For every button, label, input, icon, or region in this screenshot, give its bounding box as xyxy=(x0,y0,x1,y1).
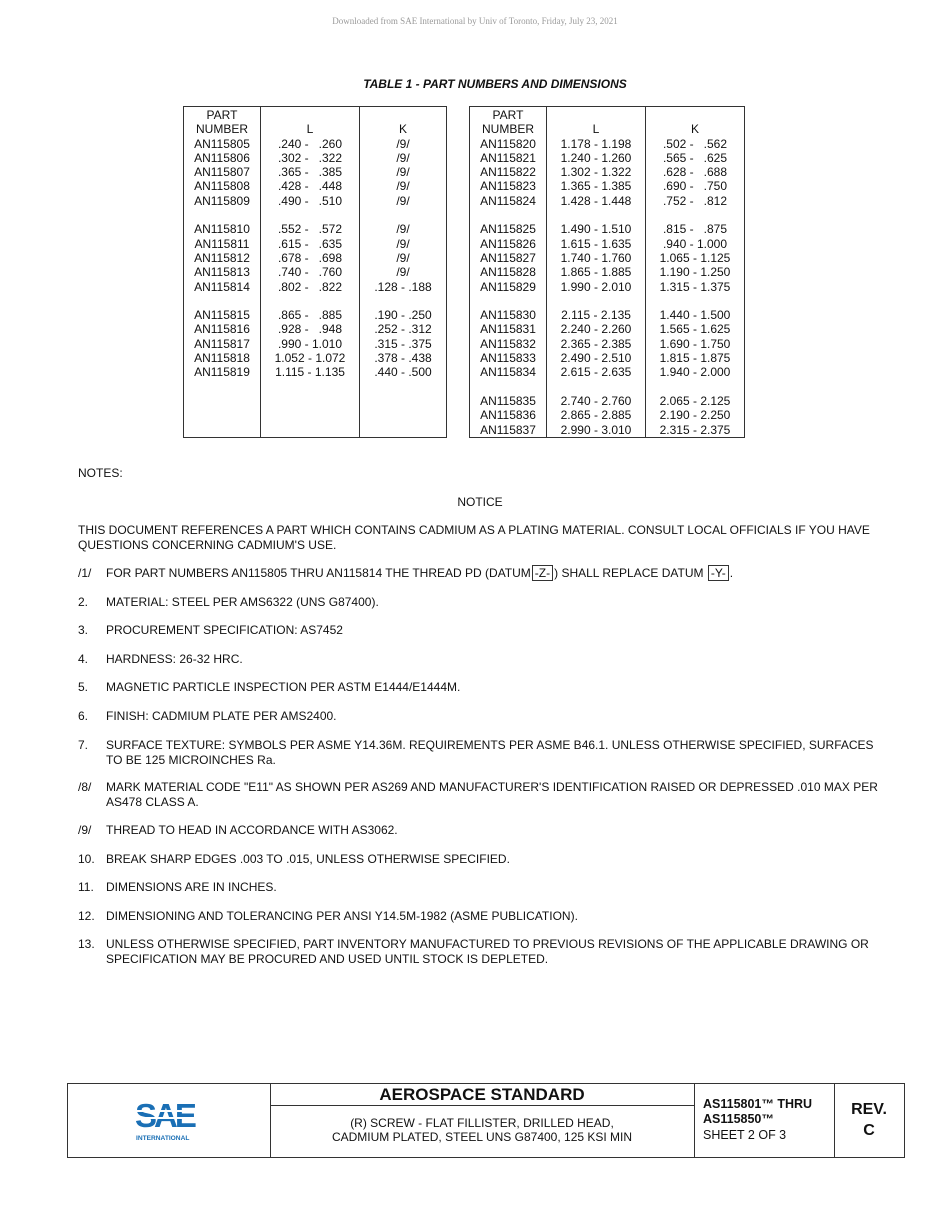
k-dimension-cell: 1.315 - 1.375 xyxy=(646,280,745,294)
k-dimension-cell: .565 - .625 xyxy=(646,151,745,165)
k-dimension-cell: 1.065 - 1.125 xyxy=(646,251,745,265)
note-item xyxy=(78,937,890,966)
table-row xyxy=(184,308,447,322)
l-dimension-cell: 1.365 - 1.385 xyxy=(547,179,646,193)
doc-number-line1: AS115801™ THRU xyxy=(703,1097,813,1111)
part-number-cell: AN115806 xyxy=(184,151,261,165)
notes-heading: NOTES: xyxy=(78,466,123,480)
note-text: UNLESS OTHERWISE SPECIFIED, PART INVENTORY MANUFACTURED TO PREVIOUS REVISIONS OF THE APPLICABLE DRAWING OR SPECIFICATION MAY BE PROCURED AND USED UNTIL STOCK IS DEPLETED. xyxy=(106,937,869,966)
title-cell xyxy=(270,1084,695,1157)
table-row xyxy=(470,394,745,408)
table-row xyxy=(184,194,447,208)
rev-value: C xyxy=(863,1122,875,1139)
table-row xyxy=(184,165,447,179)
header-k: K xyxy=(360,107,447,137)
part-number-cell: AN115823 xyxy=(470,179,547,193)
l-dimension-cell: 1.115 - 1.135 xyxy=(261,365,360,379)
note-text: BREAK SHARP EDGES .003 TO .015, UNLESS OTHERWISE SPECIFIED. xyxy=(106,852,510,866)
k-dimension-cell: /9/ xyxy=(360,265,447,279)
table-row xyxy=(470,222,745,236)
k-dimension-cell: .128 - .188 xyxy=(360,280,447,294)
note-text: PROCUREMENT SPECIFICATION: AS7452 xyxy=(106,623,343,637)
part-number-cell: AN115818 xyxy=(184,351,261,365)
table-row xyxy=(470,194,745,208)
document-number-cell xyxy=(694,1084,835,1157)
part-number-cell: AN115833 xyxy=(470,351,547,365)
title-block xyxy=(67,1083,905,1158)
note-text: HARDNESS: 26-32 HRC. xyxy=(106,652,243,666)
k-dimension-cell: /9/ xyxy=(360,222,447,236)
part-number-cell: AN115826 xyxy=(470,237,547,251)
l-dimension-cell: 2.365 - 2.385 xyxy=(547,337,646,351)
table-row xyxy=(470,337,745,351)
l-dimension-cell: 2.490 - 2.510 xyxy=(547,351,646,365)
k-dimension-cell: /9/ xyxy=(360,237,447,251)
part-number-cell: AN115809 xyxy=(184,194,261,208)
group-spacer xyxy=(184,208,447,222)
table-row xyxy=(184,365,447,379)
k-dimension-cell: /9/ xyxy=(360,179,447,193)
part-number-cell: AN115836 xyxy=(470,408,547,422)
table-filler-row xyxy=(184,408,447,422)
group-spacer xyxy=(470,380,745,394)
table-filler-row xyxy=(184,394,447,408)
l-dimension-cell: .428 - .448 xyxy=(261,179,360,193)
part-number-cell: AN115816 xyxy=(184,322,261,336)
k-dimension-cell: 2.190 - 2.250 xyxy=(646,408,745,422)
table-row xyxy=(184,237,447,251)
note-text: FOR PART NUMBERS AN115805 THRU AN115814 THE THREAD PD (DATUM -Z- ) SHALL REPLACE DATUM -Y- . xyxy=(106,566,734,580)
table-row xyxy=(470,365,745,379)
header-l: L xyxy=(261,107,360,137)
part-number-cell: AN115837 xyxy=(470,423,547,438)
table-row xyxy=(470,137,745,151)
note-item xyxy=(78,566,890,581)
table-filler-row xyxy=(184,423,447,438)
k-dimension-cell: .378 - .438 xyxy=(360,351,447,365)
table-row xyxy=(470,237,745,251)
part-number-cell: AN115810 xyxy=(184,222,261,236)
header-part-number: PART NUMBER xyxy=(470,107,547,137)
part-number-cell: AN115828 xyxy=(470,265,547,279)
notice-text: THIS DOCUMENT REFERENCES A PART WHICH CONTAINS CADMIUM AS A PLATING MATERIAL. CONSULT LOCAL OFFICIALS IF YOU HAVE QUESTIONS CONCERNING CADMIUM'S USE. xyxy=(78,523,870,552)
table-header-row xyxy=(470,107,745,137)
note-text: MATERIAL: STEEL PER AMS6322 (UNS G87400). xyxy=(106,595,379,609)
l-dimension-cell: 1.302 - 1.322 xyxy=(547,165,646,179)
notice-heading: NOTICE xyxy=(457,495,503,509)
datum-z-box: -Z- xyxy=(532,565,553,581)
table-row xyxy=(470,151,745,165)
sae-logo-subtext: INTERNATIONAL xyxy=(136,1135,190,1142)
note-text: MAGNETIC PARTICLE INSPECTION PER ASTM E1444/E1444M. xyxy=(106,680,461,694)
sae-logo xyxy=(134,1098,204,1144)
table-header-row xyxy=(184,107,447,137)
l-dimension-cell: .552 - .572 xyxy=(261,222,360,236)
l-dimension-cell: .928 - .948 xyxy=(261,322,360,336)
part-number-cell: AN115821 xyxy=(470,151,547,165)
datum-y-box: -Y- xyxy=(708,565,729,581)
k-dimension-cell: /9/ xyxy=(360,165,447,179)
aerospace-standard-label: AEROSPACE STANDARD xyxy=(270,1084,694,1106)
part-number-cell: AN115807 xyxy=(184,165,261,179)
note-number: 5. xyxy=(78,680,89,694)
table-row xyxy=(470,322,745,336)
revision-cell xyxy=(834,1084,904,1157)
k-dimension-cell: /9/ xyxy=(360,151,447,165)
k-dimension-cell: .502 - .562 xyxy=(646,137,745,151)
sheet-number: SHEET 2 OF 3 xyxy=(703,1128,787,1142)
l-dimension-cell: 2.115 - 2.135 xyxy=(547,308,646,322)
part-number-cell: AN115829 xyxy=(470,280,547,294)
sae-logo-text: SAE xyxy=(135,1098,194,1134)
note-number: /9/ xyxy=(78,823,92,837)
note-item xyxy=(78,780,890,809)
table-row xyxy=(470,179,745,193)
table-row xyxy=(184,351,447,365)
download-watermark: Downloaded from SAE International by Univ of Toronto, Friday, July 23, 2021 xyxy=(332,16,618,26)
k-dimension-cell: .690 - .750 xyxy=(646,179,745,193)
part-number-cell: AN115815 xyxy=(184,308,261,322)
l-dimension-cell: 2.740 - 2.760 xyxy=(547,394,646,408)
group-spacer xyxy=(184,294,447,308)
l-dimension-cell: 1.740 - 1.760 xyxy=(547,251,646,265)
table-row xyxy=(470,251,745,265)
note-item xyxy=(78,652,890,667)
k-dimension-cell: 1.440 - 1.500 xyxy=(646,308,745,322)
note-text: THREAD TO HEAD IN ACCORDANCE WITH AS3062. xyxy=(106,823,398,837)
table-row xyxy=(470,280,745,294)
part-number-cell: AN115819 xyxy=(184,365,261,379)
k-dimension-cell: .440 - .500 xyxy=(360,365,447,379)
note-number: 13. xyxy=(78,937,95,951)
k-dimension-cell: .815 - .875 xyxy=(646,222,745,236)
note-item xyxy=(78,680,890,695)
note-number: 6. xyxy=(78,709,89,723)
part-number-cell: AN115830 xyxy=(470,308,547,322)
table-row xyxy=(184,280,447,294)
note-item xyxy=(78,852,890,867)
k-dimension-cell: .190 - .250 xyxy=(360,308,447,322)
table-row xyxy=(470,423,745,438)
k-dimension-cell: 1.940 - 2.000 xyxy=(646,365,745,379)
part-number-cell: AN115831 xyxy=(470,322,547,336)
doc-number-line2: AS115850™ xyxy=(703,1112,774,1126)
part-number-cell: AN115817 xyxy=(184,337,261,351)
l-dimension-cell: .865 - .885 xyxy=(261,308,360,322)
l-dimension-cell: 1.490 - 1.510 xyxy=(547,222,646,236)
l-dimension-cell: .302 - .322 xyxy=(261,151,360,165)
table-row xyxy=(184,179,447,193)
k-dimension-cell: 1.815 - 1.875 xyxy=(646,351,745,365)
l-dimension-cell: .802 - .822 xyxy=(261,280,360,294)
l-dimension-cell: 2.990 - 3.010 xyxy=(547,423,646,438)
note-number: 11. xyxy=(78,880,94,894)
part-table-right xyxy=(469,106,745,438)
table-row xyxy=(184,137,447,151)
table-title: TABLE 1 - PART NUMBERS AND DIMENSIONS xyxy=(363,77,627,91)
table-row xyxy=(184,265,447,279)
note-number: 2. xyxy=(78,595,89,609)
header-l: L xyxy=(547,107,646,137)
part-number-cell: AN115825 xyxy=(470,222,547,236)
note-item xyxy=(78,623,890,638)
note-item xyxy=(78,595,890,610)
table-filler-row xyxy=(184,380,447,394)
note-number: 4. xyxy=(78,652,89,666)
l-dimension-cell: 1.428 - 1.448 xyxy=(547,194,646,208)
note-text: FINISH: CADMIUM PLATE PER AMS2400. xyxy=(106,709,337,723)
l-dimension-cell: .365 - .385 xyxy=(261,165,360,179)
part-number-cell: AN115811 xyxy=(184,237,261,251)
l-dimension-cell: 1.052 - 1.072 xyxy=(261,351,360,365)
sae-logo-cell xyxy=(68,1084,271,1157)
part-number-cell: AN115822 xyxy=(470,165,547,179)
l-dimension-cell: .740 - .760 xyxy=(261,265,360,279)
note-number: 3. xyxy=(78,623,89,637)
note-number: /8/ xyxy=(78,780,92,794)
k-dimension-cell: .252 - .312 xyxy=(360,322,447,336)
k-dimension-cell: .315 - .375 xyxy=(360,337,447,351)
note-text: MARK MATERIAL CODE "E11" AS SHOWN PER AS269 AND MANUFACTURER'S IDENTIFICATION RAISED OR DEPRESSED .010 MAX PER AS478 CLASS A. xyxy=(106,780,878,809)
k-dimension-cell: .940 - 1.000 xyxy=(646,237,745,251)
note-text: SURFACE TEXTURE: SYMBOLS PER ASME Y14.36M. REQUIREMENTS PER ASME B46.1. UNLESS OTHERWISE SPECIFIED, SURFACES TO BE 125 MICROINCHES Ra. xyxy=(106,738,874,767)
l-dimension-cell: 1.240 - 1.260 xyxy=(547,151,646,165)
l-dimension-cell: .240 - .260 xyxy=(261,137,360,151)
part-number-cell: AN115834 xyxy=(470,365,547,379)
l-dimension-cell: 2.615 - 2.635 xyxy=(547,365,646,379)
k-dimension-cell: /9/ xyxy=(360,194,447,208)
k-dimension-cell: .752 - .812 xyxy=(646,194,745,208)
l-dimension-cell: 1.865 - 1.885 xyxy=(547,265,646,279)
note-number: 12. xyxy=(78,909,95,923)
part-number-cell: AN115814 xyxy=(184,280,261,294)
part-number-cell: AN115824 xyxy=(470,194,547,208)
k-dimension-cell: 1.190 - 1.250 xyxy=(646,265,745,279)
part-number-cell: AN115820 xyxy=(470,137,547,151)
l-dimension-cell: 2.865 - 2.885 xyxy=(547,408,646,422)
note-number: 10. xyxy=(78,852,95,866)
part-number-cell: AN115835 xyxy=(470,394,547,408)
group-spacer xyxy=(470,208,745,222)
table-row xyxy=(184,151,447,165)
part-number-cell: AN115813 xyxy=(184,265,261,279)
table-row xyxy=(470,265,745,279)
k-dimension-cell: /9/ xyxy=(360,251,447,265)
note-item xyxy=(78,823,890,838)
l-dimension-cell: .678 - .698 xyxy=(261,251,360,265)
k-dimension-cell: 2.315 - 2.375 xyxy=(646,423,745,438)
k-dimension-cell: 2.065 - 2.125 xyxy=(646,394,745,408)
note-item xyxy=(78,709,890,724)
note-item xyxy=(78,880,890,895)
note-number: /1/ xyxy=(78,566,92,580)
note-text: DIMENSIONING AND TOLERANCING PER ANSI Y14.5M-1982 (ASME PUBLICATION). xyxy=(106,909,578,923)
k-dimension-cell: 1.690 - 1.750 xyxy=(646,337,745,351)
part-description: (R) SCREW - FLAT FILLISTER, DRILLED HEAD, CADMIUM PLATED, STEEL UNS G87400, 125 KSI MIN xyxy=(331,1116,633,1144)
part-number-cell: AN115805 xyxy=(184,137,261,151)
note-text: DIMENSIONS ARE IN INCHES. xyxy=(106,880,277,894)
part-number-cell: AN115808 xyxy=(184,179,261,193)
header-part-number: PART NUMBER xyxy=(184,107,261,137)
k-dimension-cell: 1.565 - 1.625 xyxy=(646,322,745,336)
header-k: K xyxy=(646,107,745,137)
table-row xyxy=(184,251,447,265)
table-row xyxy=(184,222,447,236)
k-dimension-cell: /9/ xyxy=(360,137,447,151)
note-item xyxy=(78,738,890,767)
table-row xyxy=(470,408,745,422)
l-dimension-cell: 1.178 - 1.198 xyxy=(547,137,646,151)
l-dimension-cell: 1.615 - 1.635 xyxy=(547,237,646,251)
note-number: 7. xyxy=(78,738,89,752)
table-row xyxy=(470,165,745,179)
part-number-cell: AN115812 xyxy=(184,251,261,265)
k-dimension-cell: .628 - .688 xyxy=(646,165,745,179)
l-dimension-cell: 1.990 - 2.010 xyxy=(547,280,646,294)
table-row xyxy=(470,351,745,365)
l-dimension-cell: .490 - .510 xyxy=(261,194,360,208)
table-row xyxy=(184,322,447,336)
l-dimension-cell: .990 - 1.010 xyxy=(261,337,360,351)
table-row xyxy=(184,337,447,351)
part-number-cell: AN115827 xyxy=(470,251,547,265)
l-dimension-cell: .615 - .635 xyxy=(261,237,360,251)
part-table-left xyxy=(183,106,447,438)
table-row xyxy=(470,308,745,322)
part-number-cell: AN115832 xyxy=(470,337,547,351)
note-item xyxy=(78,909,890,924)
l-dimension-cell: 2.240 - 2.260 xyxy=(547,322,646,336)
rev-label: REV. xyxy=(851,1101,887,1118)
group-spacer xyxy=(470,294,745,308)
